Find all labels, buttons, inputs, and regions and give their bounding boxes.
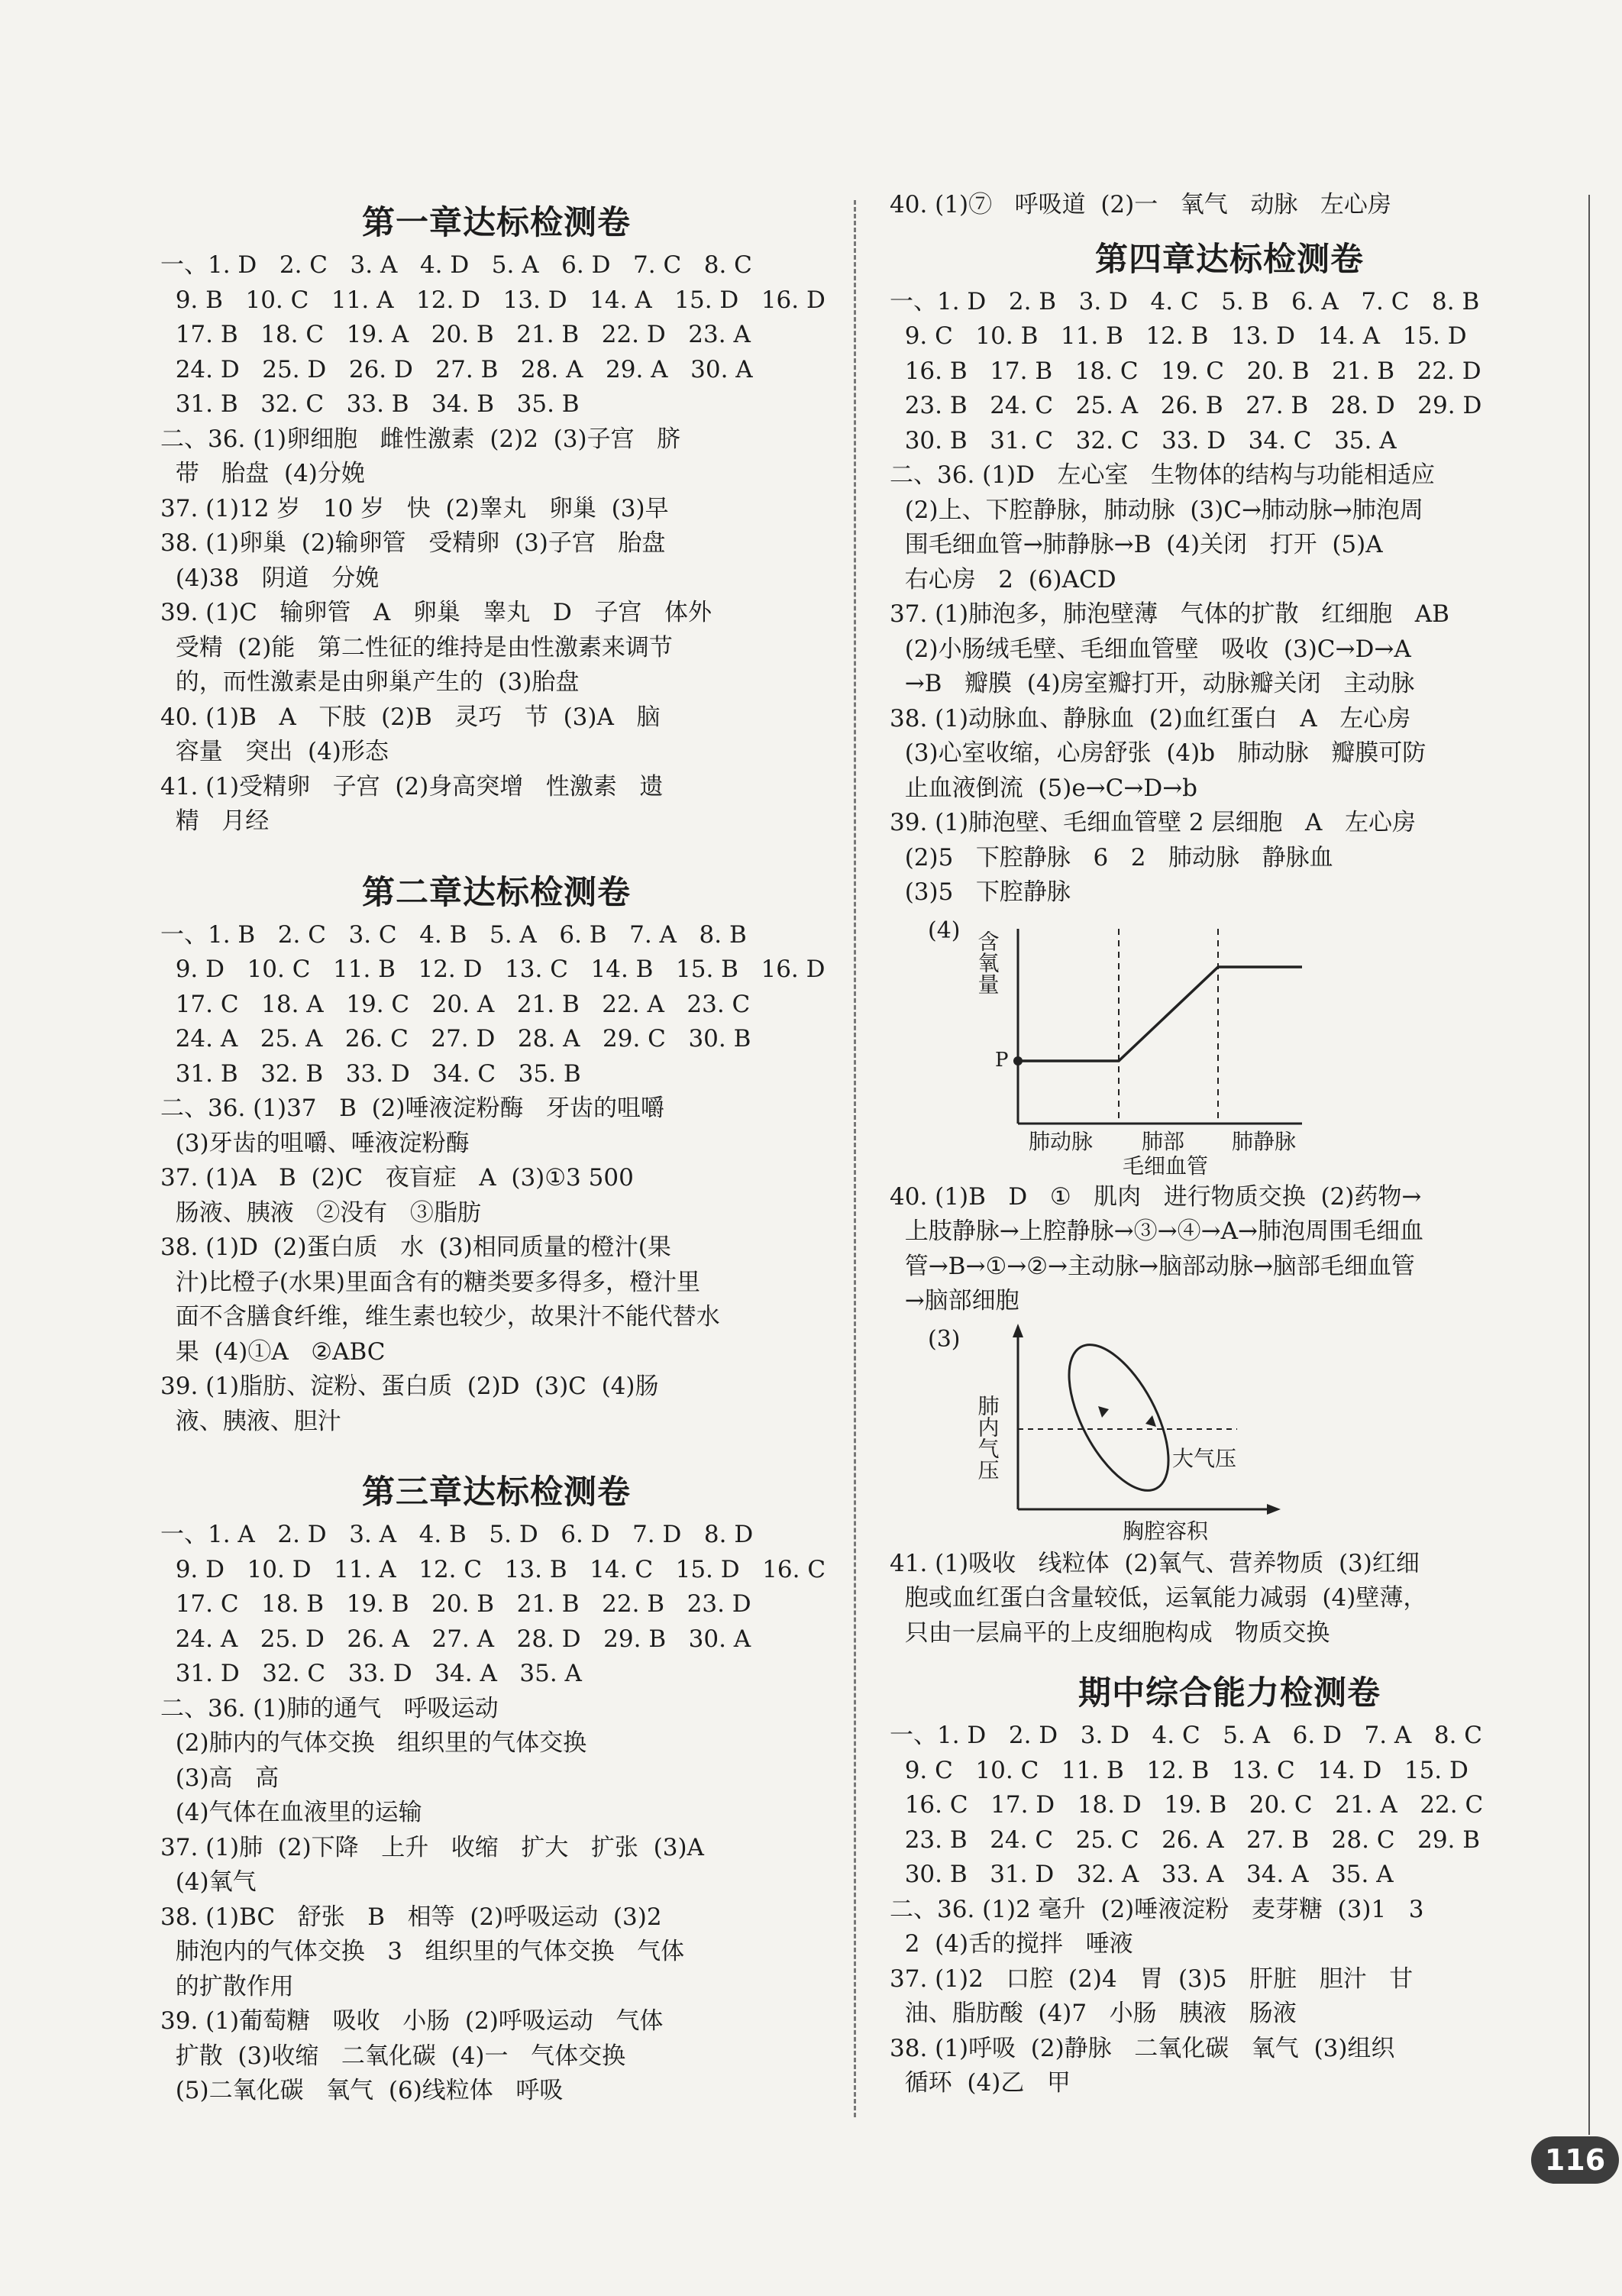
answer-line: 管→B→①→②→主动脉→脑部动脉→脑部毛细血管 bbox=[890, 1252, 1415, 1280]
graph2-ref-label: 大气压 bbox=[1172, 1445, 1237, 1471]
answer-line: 40. (1)B A 下肢 (2)B 灵巧 节 (3)A 脑 bbox=[160, 703, 661, 731]
answer-line: 循环 (4)乙 甲 bbox=[890, 2069, 1071, 2097]
midterm-answers bbox=[890, 1719, 1569, 2101]
answer-line: 24. A 25. D 26. A 27. A 28. D 29. B 30. A bbox=[160, 1625, 751, 1653]
answer-line: 9. C 10. C 11. B 12. B 13. C 14. D 15. D bbox=[890, 1756, 1469, 1784]
answer-line: 30. B 31. D 32. A 33. A 34. A 35. A bbox=[890, 1861, 1394, 1888]
answer-line: 一、1. D 2. C 3. A 4. D 5. A 6. D 7. C 8. C bbox=[160, 251, 752, 279]
chapter4-answers-part3 bbox=[890, 1547, 1569, 1651]
graph1-p-label: P bbox=[995, 1048, 1009, 1072]
answer-line: 39. (1)葡萄糖 吸收 小肠 (2)呼吸运动 气体 bbox=[160, 2007, 664, 2035]
answer-line: 二、36. (1)2 毫升 (2)唾液淀粉 麦芽糖 (3)1 3 bbox=[890, 1895, 1424, 1923]
answer-line: 37. (1)2 口腔 (2)4 胃 (3)5 肝脏 胆汁 甘 bbox=[890, 1965, 1414, 1993]
answer-line: →B 瓣膜 (4)房室瓣打开，动脉瓣关闭 主动脉 bbox=[890, 670, 1415, 697]
answer-line: 16. C 17. D 18. D 19. B 20. C 21. A 22. C bbox=[890, 1791, 1484, 1819]
answer-line: 只由一层扁平的上皮细胞构成 物质交换 bbox=[890, 1619, 1330, 1647]
graph1-label: (4) bbox=[928, 917, 961, 944]
answer-line: (2)小肠绒毛壁、毛细血管壁 吸收 (3)C→D→A bbox=[890, 635, 1411, 663]
answer-line: 41. (1)吸收 线粒体 (2)氧气、营养物质 (3)红细 bbox=[890, 1549, 1420, 1577]
answer-line: 39. (1)肺泡壁、毛细血管壁 2 层细胞 A 左心房 bbox=[890, 809, 1417, 836]
answer-line: 30. B 31. C 32. C 33. D 34. C 35. A bbox=[890, 426, 1397, 454]
answer-line: (2)上、下腔静脉，肺动脉 (3)C→肺动脉→肺泡周 bbox=[890, 496, 1423, 524]
answer-line: (3)牙齿的咀嚼、唾液淀粉酶 bbox=[160, 1129, 470, 1157]
graph2-y-arrow bbox=[1013, 1324, 1023, 1337]
answer-line: 37. (1)A B (2)C 夜盲症 A (3)①3 500 bbox=[160, 1164, 634, 1192]
point-p bbox=[1013, 1056, 1023, 1066]
answer-line: 肠液、胰液 ②没有 ③脂肪 bbox=[160, 1198, 481, 1227]
chapter4-answers-part1 bbox=[890, 285, 1569, 910]
answer-line: 23. B 24. C 25. A 26. B 27. B 28. D 29. D bbox=[890, 392, 1482, 419]
answer-line: (4)气体在血液里的运输 bbox=[160, 1799, 422, 1826]
answer-line: (3)高 高 bbox=[160, 1764, 279, 1792]
oxygen-content-line bbox=[1018, 967, 1302, 1061]
answer-line: 油、脂肪酸 (4)7 小肠 胰液 肠液 bbox=[890, 2000, 1297, 2027]
graph2-ylabel: 肺内气压 bbox=[974, 1394, 1000, 1480]
answer-line: 的，而性激素是由卵巢产生的 (3)胎盘 bbox=[160, 668, 580, 696]
answer-line: (2)5 下腔静脉 6 2 肺动脉 静脉血 bbox=[890, 843, 1333, 872]
answer-line: 汁)比橙子(水果)里面含有的糖类要多得多，橙汁里 bbox=[160, 1268, 700, 1296]
answer-line: 二、36. (1)37 B (2)唾液淀粉酶 牙齿的咀嚼 bbox=[160, 1095, 665, 1122]
answer-line: 17. B 18. C 19. A 20. B 21. B 22. D 23. A bbox=[160, 321, 751, 348]
chapter4-answers-part2 bbox=[890, 1180, 1569, 1319]
answer-line: 围毛细血管→肺静脉→B (4)关闭 打开 (5)A bbox=[890, 531, 1383, 558]
midterm-title: 期中综合能力检测卷 bbox=[1078, 1674, 1381, 1712]
answer-line: 38. (1)呼吸 (2)静脉 二氧化碳 氧气 (3)组织 bbox=[890, 2034, 1395, 2062]
answer-line: (3)心室收缩，心房舒张 (4)b 肺动脉 瓣膜可防 bbox=[890, 739, 1427, 767]
chapter2-title: 第二章达标检测卷 bbox=[362, 873, 631, 912]
answer-line: 一、1. B 2. C 3. C 4. B 5. A 6. B 7. A 8. B bbox=[160, 920, 747, 949]
answer-line: 39. (1)C 输卵管 A 卵巢 睾丸 D 子宫 体外 bbox=[160, 599, 712, 626]
answer-line: 9. C 10. B 11. B 12. B 13. D 14. A 15. D bbox=[890, 322, 1467, 350]
chapter3-answers bbox=[160, 1518, 832, 2109]
answer-line: 2 (4)舌的搅拌 唾液 bbox=[890, 1930, 1133, 1958]
lung-pressure-graph bbox=[890, 1322, 1249, 1544]
graph1-x-sub: 毛细血管 bbox=[1123, 1153, 1209, 1179]
loop-arrow-left bbox=[1098, 1406, 1109, 1418]
answer-line: 液、胰液、胆汁 bbox=[160, 1407, 341, 1435]
answer-line: 上肢静脉→上腔静脉→③→④→A→肺泡周围毛细血 bbox=[890, 1218, 1423, 1245]
left-column bbox=[160, 183, 832, 2109]
loop-arrow-right bbox=[1145, 1415, 1156, 1427]
answer-line: 受精 (2)能 第二性征的维持是由性激素来调节 bbox=[160, 633, 673, 661]
answer-line: 38. (1)BC 舒张 B 相等 (2)呼吸运动 (3)2 bbox=[160, 1903, 662, 1931]
answer-line: 止血液倒流 (5)e→C→D→b bbox=[890, 774, 1198, 802]
answer-line: 一、1. D 2. D 3. D 4. C 5. A 6. D 7. A 8. C bbox=[890, 1722, 1483, 1749]
answer-line: 40. (1)B D ① 肌肉 进行物质交换 (2)药物→ bbox=[890, 1182, 1422, 1211]
graph1-x-cat-1: 肺动脉 bbox=[1029, 1128, 1094, 1154]
pressure-loop bbox=[1048, 1329, 1188, 1505]
answer-line: 16. B 17. B 18. C 19. C 20. B 21. B 22. D bbox=[890, 357, 1481, 385]
oxygen-content-graph bbox=[890, 914, 1297, 1179]
graph2-x-arrow bbox=[1267, 1504, 1281, 1515]
answer-line: 二、36. (1)卵细胞 雌性激素 (2)2 (3)子宫 脐 bbox=[160, 425, 681, 453]
graph1-x-cat-2: 肺部 bbox=[1142, 1128, 1185, 1154]
graph2-label: (3) bbox=[928, 1325, 961, 1353]
answer-line: 面不含膳食纤维，维生素也较少，故果汁不能代替水 bbox=[160, 1303, 720, 1331]
answer-line: 31. B 32. B 33. D 34. C 35. B bbox=[160, 1059, 581, 1088]
chapter3-title: 第三章达标检测卷 bbox=[362, 1473, 631, 1512]
answer-line: 37. (1)肺 (2)下降 上升 收缩 扩大 扩张 (3)A bbox=[160, 1833, 704, 1861]
answer-line: 31. D 32. C 33. D 34. A 35. A bbox=[160, 1660, 582, 1687]
page-number: 116 bbox=[1531, 2136, 1619, 2184]
answer-line: 右心房 2 (6)ACD bbox=[890, 565, 1116, 593]
answer-line: 39. (1)脂肪、淀粉、蛋白质 (2)D (3)C (4)肠 bbox=[160, 1373, 659, 1400]
answer-line: 24. A 25. A 26. C 27. D 28. A 29. C 30. B bbox=[160, 1025, 751, 1053]
graph1-x-cat-3: 肺静脉 bbox=[1232, 1128, 1297, 1154]
graph1-ylabel: 含氧量 bbox=[974, 930, 1000, 994]
chapter4-title: 第四章达标检测卷 bbox=[1095, 240, 1364, 279]
answer-line: 容量 突出 (4)形态 bbox=[160, 738, 389, 765]
answer-line: 23. B 24. C 25. C 26. A 27. B 28. C 29. B bbox=[890, 1825, 1481, 1854]
answer-line: 果 (4)①A ②ABC bbox=[160, 1337, 386, 1366]
answer-line: 37. (1)12 岁 10 岁 快 (2)睾丸 卵巢 (3)早 bbox=[160, 494, 669, 522]
answer-line: 精 月经 bbox=[160, 807, 270, 835]
answer-line: (4)38 阴道 分娩 bbox=[160, 564, 380, 592]
graph2-xlabel: 胸腔容积 bbox=[1123, 1518, 1209, 1544]
answer-line: (2)肺内的气体交换 组织里的气体交换 bbox=[160, 1729, 587, 1757]
answer-line: 9. B 10. C 11. A 12. D 13. D 14. A 15. D 16. D bbox=[160, 286, 826, 314]
answer-line: →脑部细胞 bbox=[890, 1287, 1019, 1315]
answer-line: (3)5 下腔静脉 bbox=[890, 878, 1071, 906]
answer-line: 38. (1)动脉血、静脉血 (2)血红蛋白 A 左心房 bbox=[890, 704, 1411, 732]
answer-line: 肺泡内的气体交换 3 组织里的气体交换 气体 bbox=[160, 1938, 685, 1965]
chapter1-title: 第一章达标检测卷 bbox=[362, 204, 631, 242]
answer-line: 9. D 10. C 11. B 12. D 13. C 14. B 15. B 16. D bbox=[160, 956, 826, 983]
answer-line: (4)氧气 bbox=[160, 1868, 257, 1896]
answer-line: 41. (1)受精卵 子宫 (2)身高突增 性激素 遗 bbox=[160, 772, 664, 800]
answer-line: 一、1. A 2. D 3. A 4. B 5. D 6. D 7. D 8. D bbox=[160, 1521, 754, 1548]
answer-line: 带 胎盘 (4)分娩 bbox=[160, 460, 365, 487]
chapter3-q40: 40. (1)⑦ 呼吸道 (2)一 氧气 动脉 左心房 bbox=[890, 191, 1391, 218]
answer-line: 37. (1)肺泡多，肺泡壁薄 气体的扩散 红细胞 AB bbox=[890, 600, 1449, 628]
column-divider bbox=[854, 200, 856, 2117]
answer-line: 17. C 18. B 19. B 20. B 21. B 22. B 23. D bbox=[160, 1590, 751, 1618]
margin-rule bbox=[1588, 195, 1590, 2135]
answer-line: 9. D 10. D 11. A 12. C 13. B 14. C 15. D 16. C bbox=[160, 1555, 826, 1583]
answer-line: 扩散 (3)收缩 二氧化碳 (4)一 气体交换 bbox=[160, 2042, 626, 2070]
answer-line: 38. (1)卵巢 (2)输卵管 受精卵 (3)子宫 胎盘 bbox=[160, 529, 666, 557]
chapter1-answers bbox=[160, 248, 832, 839]
right-column bbox=[890, 188, 1569, 2101]
answer-line: 的扩散作用 bbox=[160, 1972, 294, 2000]
answer-line: 17. C 18. A 19. C 20. A 21. B 22. A 23. C bbox=[160, 990, 751, 1018]
answer-line: 二、36. (1)D 左心室 生物体的结构与功能相适应 bbox=[890, 461, 1436, 489]
answer-line: 胞或血红蛋白含量较低，运氧能力减弱 (4)壁薄， bbox=[890, 1584, 1427, 1612]
answer-line: 一、1. D 2. B 3. D 4. C 5. B 6. A 7. C 8. B bbox=[890, 287, 1480, 315]
answer-line: 二、36. (1)肺的通气 呼吸运动 bbox=[160, 1694, 499, 1722]
answer-line: 31. B 32. C 33. B 34. B 35. B bbox=[160, 390, 580, 418]
answer-line: 38. (1)D (2)蛋白质 水 (3)相同质量的橙汁(果 bbox=[160, 1234, 671, 1261]
answer-line: 24. D 25. D 26. D 27. B 28. A 29. A 30. A bbox=[160, 355, 753, 383]
answer-line: (5)二氧化碳 氧气 (6)线粒体 呼吸 bbox=[160, 2077, 564, 2104]
chapter2-answers bbox=[160, 918, 832, 1440]
